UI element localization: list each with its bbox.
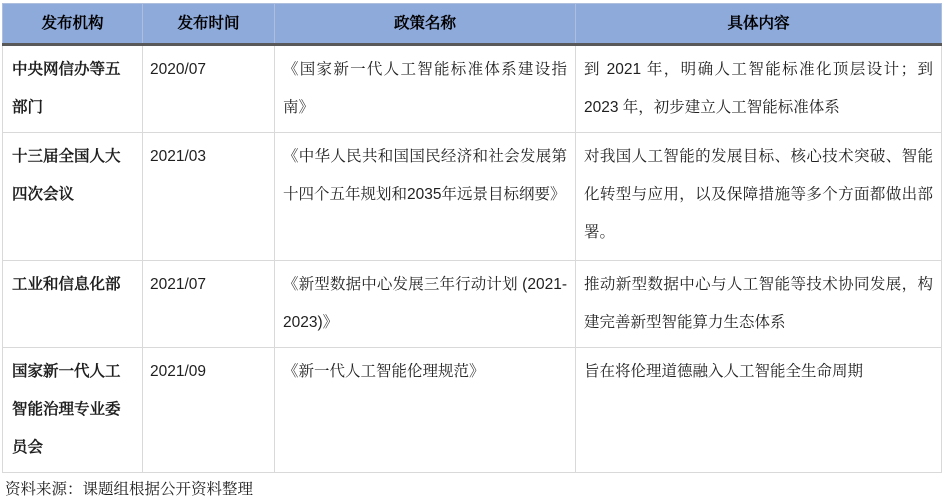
column-header-content: 具体内容	[576, 4, 942, 45]
ai-policy-table	[2, 3, 942, 473]
column-header-policy: 政策名称	[275, 4, 576, 45]
source-note: 资料来源：课题组根据公开资料整理	[5, 481, 254, 498]
column-header-org: 发布机构	[3, 4, 143, 45]
table-header-row	[3, 4, 942, 45]
column-header-date: 发布时间	[143, 4, 275, 45]
cell-org: 中央网信办等五部门	[3, 45, 143, 133]
cell-date: 2021/07	[143, 261, 275, 348]
table-row	[3, 261, 942, 348]
cell-policy: 《新一代人工智能伦理规范》	[275, 348, 576, 473]
table-row	[3, 348, 942, 473]
cell-policy: 《新型数据中心发展三年行动计划 (2021-2023)》	[275, 261, 576, 348]
cell-org: 工业和信息化部	[3, 261, 143, 348]
cell-content: 对我国人工智能的发展目标、核心技术突破、智能化转型与应用，以及保障措施等多个方面都做出部署。	[576, 133, 942, 261]
cell-policy: 《中华人民共和国国民经济和社会发展第十四个五年规划和2035年远景目标纲要》	[275, 133, 576, 261]
cell-policy: 《国家新一代人工智能标准体系建设指南》	[275, 45, 576, 133]
cell-content: 到 2021 年，明确人工智能标准化顶层设计；到 2023 年，初步建立人工智能标准体系	[576, 45, 942, 133]
cell-org: 国家新一代人工智能治理专业委员会	[3, 348, 143, 473]
table-row	[3, 133, 942, 261]
cell-content: 推动新型数据中心与人工智能等技术协同发展，构建完善新型智能算力生态体系	[576, 261, 942, 348]
cell-org: 十三届全国人大四次会议	[3, 133, 143, 261]
cell-date: 2021/09	[143, 348, 275, 473]
cell-date: 2020/07	[143, 45, 275, 133]
cell-date: 2021/03	[143, 133, 275, 261]
table-row	[3, 45, 942, 133]
cell-content: 旨在将伦理道德融入人工智能全生命周期	[576, 348, 942, 473]
